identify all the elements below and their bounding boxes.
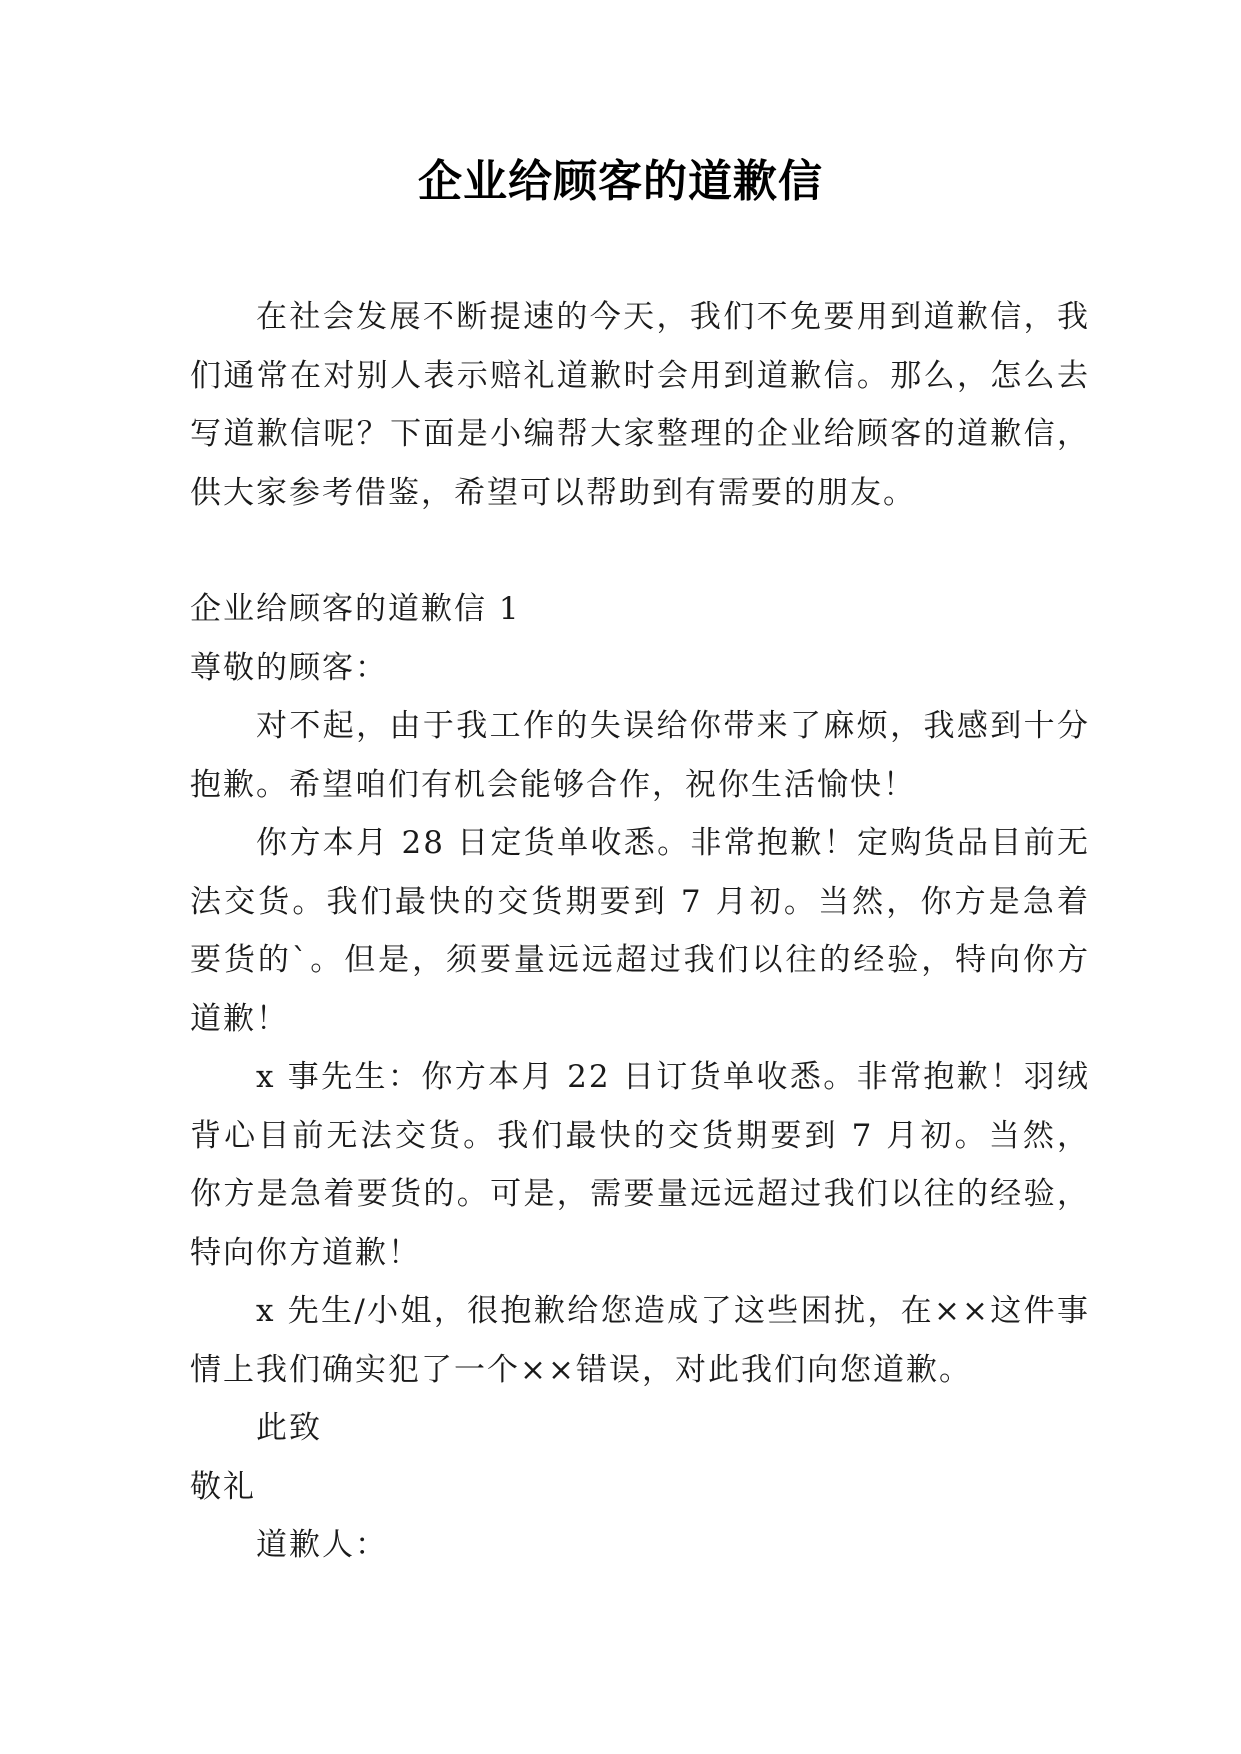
letter-paragraph-1: 对不起，由于我工作的失误给你带来了麻烦，我感到十分抱歉。希望咱们有机会能够合作，祝你生活愉快！ — [190, 708, 1090, 803]
closing-ci-zhi: 此致 — [256, 1410, 322, 1446]
document-body — [190, 288, 1090, 1575]
letter-paragraph-3: x 事先生：你方本月 22 日订货单收悉。非常抱歉！羽绒背心目前无法交货。我们最快的交货期要到 7 月初。当然，你方是急着要货的。可是，需要量远远超过我们以往的经验，特向你方道歉！ — [190, 1059, 1090, 1271]
closing-jing-li: 敬礼 — [190, 1468, 256, 1505]
section-heading: 企业给顾客的道歉信 1 — [190, 591, 521, 627]
salutation: 尊敬的顾客： — [190, 649, 388, 686]
letter-paragraph-2: 你方本月 28 日定货单收悉。非常抱歉！定购货品目前无法交货。我们最快的交货期要到 7 月初。当然，你方是急着要货的`。但是，须要量远远超过我们以往的经验，特向你方道歉！ — [190, 825, 1090, 1037]
intro-paragraph: 在社会发展不断提速的今天，我们不免要用到道歉信，我们通常在对别人表示赔礼道歉时会用到道歉信。那么，怎么去写道歉信呢？下面是小编帮大家整理的企业给顾客的道歉信，供大家参考借鉴，希望可以帮助到有需要的朋友。 — [190, 299, 1090, 511]
letter-paragraph-4: x 先生/小姐，很抱歉给您造成了这些困扰，在××这件事情上我们确实犯了一个××错误，对此我们向您道歉。 — [190, 1293, 1090, 1388]
paragraph-gap — [190, 522, 1090, 580]
document-title: 企业给顾客的道歉信 — [418, 156, 823, 207]
signature-line: 道歉人： — [256, 1527, 388, 1563]
